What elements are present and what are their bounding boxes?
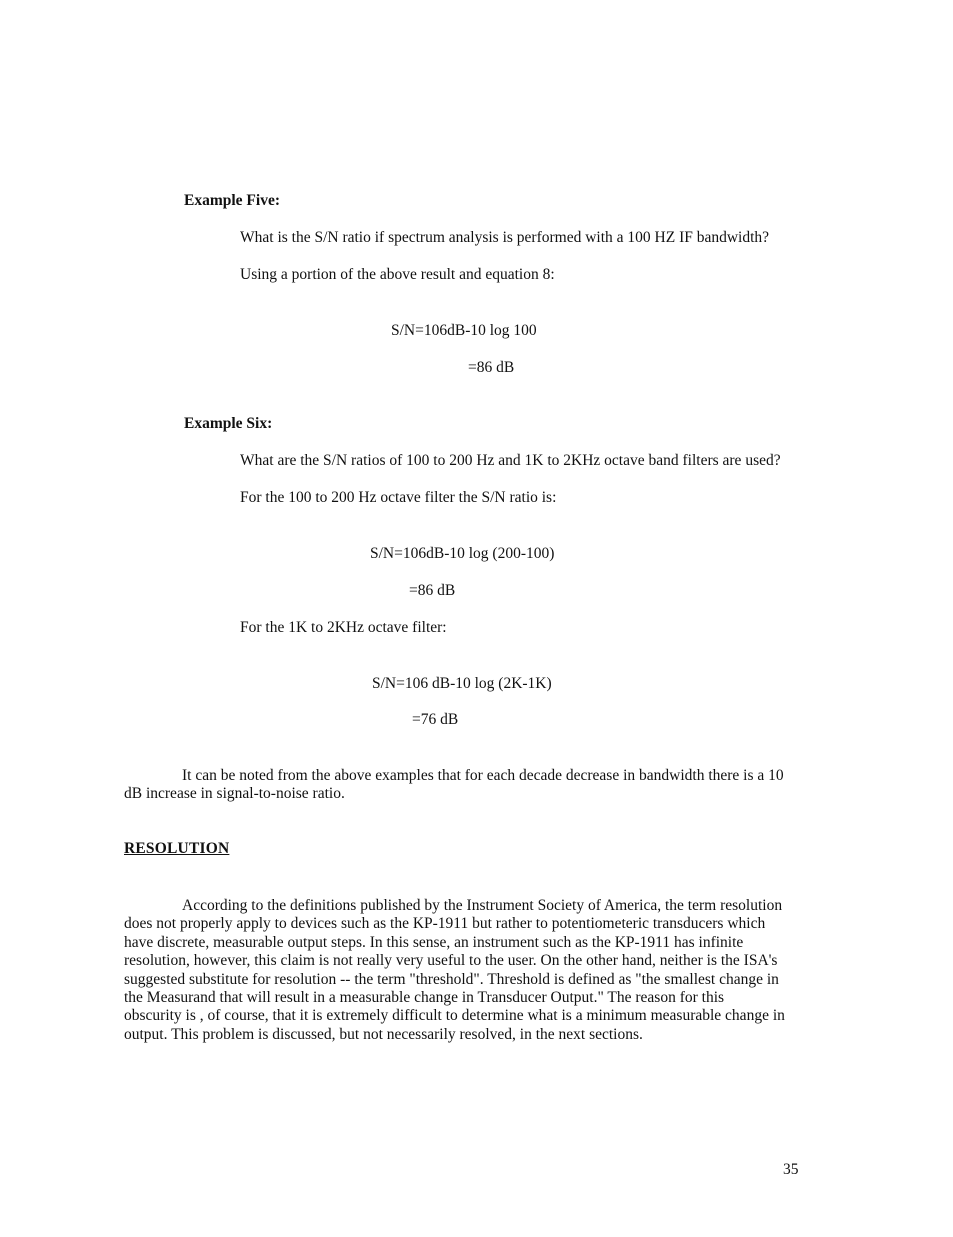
resolution-line: have discrete, measurable output steps. In this sense, an instrument such as the KP-1911 has infinite xyxy=(124,933,744,951)
example-five-question: What is the S/N ratio if spectrum analysis is performed with a 100 HZ IF bandwidth? xyxy=(240,229,770,246)
example-six-heading: Example Six: xyxy=(184,415,273,432)
example-six-equation-1-result: =86 dB xyxy=(409,582,456,599)
resolution-paragraph xyxy=(124,897,804,1044)
page-number: 35 xyxy=(783,1161,799,1178)
example-six-equation-2-result: =76 dB xyxy=(412,711,459,728)
resolution-line: resolution, however, this claim is not really very useful to the user. On the other hand, neither is the ISA's xyxy=(124,952,778,970)
note-line: It can be noted from the above examples that for each decade decrease in bandwidth there is a 10 xyxy=(182,767,784,784)
example-five-equation: S/N=106dB-10 log 100 xyxy=(391,322,537,339)
example-six-question: What are the S/N ratios of 100 to 200 Hz and 1K to 2KHz octave band filters are used? xyxy=(240,452,781,469)
resolution-line: does not properly apply to devices such as the KP-1911 but rather to potentiometeric transducers which xyxy=(124,915,766,933)
example-five-intro: Using a portion of the above result and equation 8: xyxy=(240,266,555,283)
example-six-intro-2: For the 1K to 2KHz octave filter: xyxy=(240,619,447,636)
example-six-equation-2: S/N=106 dB-10 log (2K-1K) xyxy=(372,675,552,692)
note-line: dB increase in signal-to-noise ratio. xyxy=(124,785,345,803)
example-six-equation-1: S/N=106dB-10 log (200-100) xyxy=(370,545,555,562)
example-six-intro-1: For the 100 to 200 Hz octave filter the S/N ratio is: xyxy=(240,489,557,506)
resolution-line: the Measurand that will result in a measurable change in Transducer Output." The reason for this xyxy=(124,989,725,1007)
example-five-heading: Example Five: xyxy=(184,192,280,209)
resolution-line: obscurity is , of course, that it is extremely difficult to determine what is a minimum measurable change in xyxy=(124,1007,785,1025)
resolution-heading: RESOLUTION xyxy=(124,840,230,857)
resolution-line: suggested substitute for resolution -- the term "threshold". Threshold is defined as "the smallest change in xyxy=(124,970,779,988)
note-paragraph xyxy=(124,767,804,804)
resolution-line: output. This problem is discussed, but not necessarily resolved, in the next sections. xyxy=(124,1025,643,1043)
resolution-line: According to the definitions published by the Instrument Society of America, the term resolution xyxy=(182,897,783,914)
example-five-equation-result: =86 dB xyxy=(468,359,515,376)
